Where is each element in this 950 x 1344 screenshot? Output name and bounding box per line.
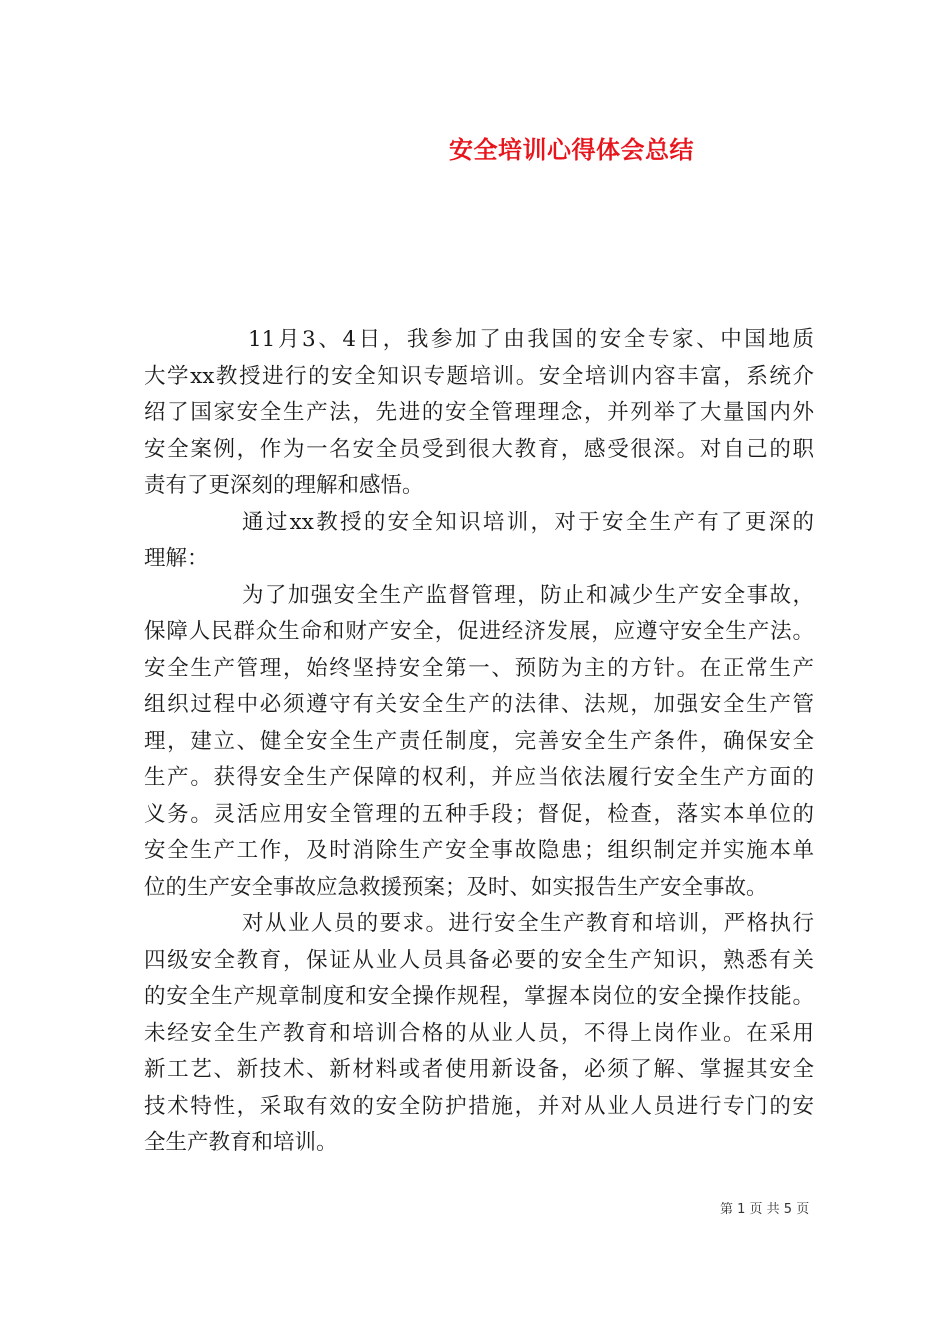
- text-line: 生产。获得安全生产保障的权利，并应当依法履行安全生产方面的: [144, 765, 814, 790]
- text-line: 安全生产工作，及时消除生产安全事故隐患；组织制定并实施本单: [144, 838, 814, 863]
- text-line: 绍了国家安全生产法，先进的安全管理理念，并列举了大量国内外: [144, 400, 814, 425]
- paragraph-4: [144, 906, 814, 1162]
- text-line: 安全案例，作为一名安全员受到很大教育，感受很深。对自己的职: [144, 436, 814, 462]
- text-line: 大学xx教授进行的安全知识专题培训。安全培训内容丰富，系统介: [144, 363, 814, 389]
- text-line: 未经安全生产教育和培训合格的从业人员，不得上岗作业。在采用: [144, 1020, 814, 1046]
- text-line: 义务。灵活应用安全管理的五种手段；督促，检查，落实本单位的: [144, 801, 814, 827]
- text-line: 安全生产管理，始终坚持安全第一、预防为主的方针。在正常生产: [144, 655, 814, 681]
- text-line: 四级安全教育，保证从业人员具备必要的安全生产知识，熟悉有关: [144, 947, 814, 973]
- text-line: 保障人民群众生命和财产安全，促进经济发展，应遵守安全生产法。: [144, 619, 814, 644]
- text-line: 责有了更深刻的理解和感悟。: [144, 473, 424, 498]
- text-line: 对从业人员的要求。进行安全生产教育和培训，严格执行: [242, 911, 814, 936]
- document-title: 安全培训心得体会总结: [449, 136, 694, 164]
- paragraph-2: [144, 505, 814, 578]
- paragraph-3: [144, 578, 814, 907]
- paragraph-1: [144, 322, 814, 505]
- text-line: 为了加强安全生产监督管理，防止和减少生产安全事故，: [242, 582, 814, 608]
- text-line: 全生产教育和培训。: [144, 1130, 338, 1155]
- text-line: 通过xx教授的安全知识培训，对于安全生产有了更深的: [242, 509, 814, 535]
- text-line: 新工艺、新技术、新材料或者使用新设备，必须了解、掌握其安全: [144, 1057, 814, 1082]
- text-line: 组织过程中必须遵守有关安全生产的法律、法规，加强安全生产管: [144, 692, 814, 717]
- text-line: 11月3、4日，我参加了由我国的安全专家、中国地质: [248, 327, 814, 352]
- text-line: 技术特性，采取有效的安全防护措施，并对从业人员进行专门的安: [144, 1093, 814, 1119]
- text-line: 理，建立、健全安全生产责任制度，完善安全生产条件，确保安全: [144, 728, 814, 754]
- text-line: 位的生产安全事故应急救援预案；及时、如实报告生产安全事故。: [144, 874, 768, 900]
- document-body: [144, 322, 814, 1162]
- text-line: 的安全生产规章制度和安全操作规程，掌握本岗位的安全操作技能。: [144, 984, 814, 1009]
- text-line: 理解：: [144, 546, 209, 571]
- page-number-footer: 第 1 页 共 5 页: [720, 1202, 810, 1217]
